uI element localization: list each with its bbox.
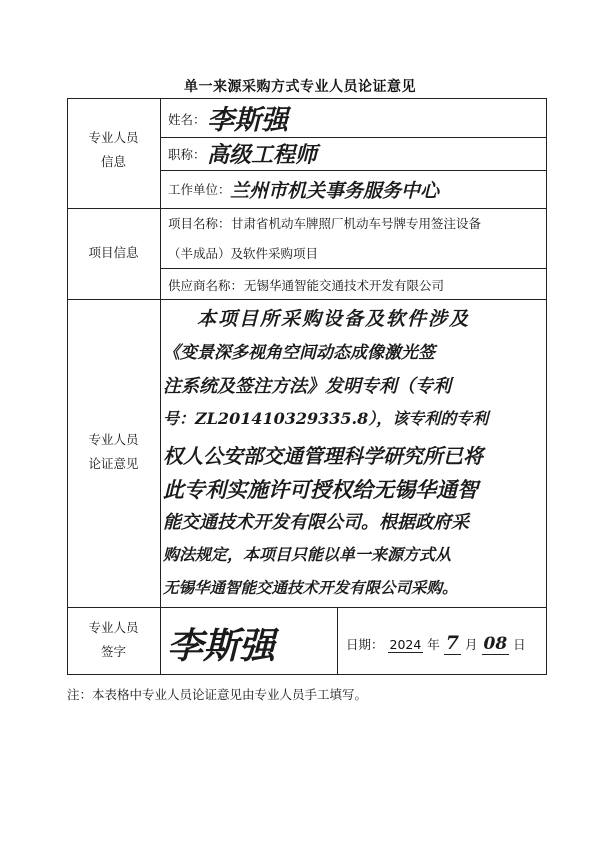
opinion-line-5: 权人公安部交通管理科学研究所已将 [163, 444, 483, 468]
form-title: 单一来源采购方式专业人员论证意见 [184, 79, 416, 95]
project-name-line2: （半成品）及软件采购项目 [168, 246, 319, 261]
date-year: 2024 [389, 637, 422, 652]
opinion-line-9: 无锡华通智能交通技术开发有限公司采购。 [163, 578, 458, 597]
date-day-unit: 日 [513, 637, 526, 652]
signature-label: 专业人员 签字 [88, 620, 139, 659]
project-info-label: 项目信息 [88, 245, 139, 260]
signature-handwritten: 李斯强 [167, 625, 276, 667]
supplier-label: 供应商名称： [168, 278, 244, 293]
date-month: 7 [445, 632, 460, 654]
footnote: 注：本表格中专业人员论证意见由专业人员手工填写。 [67, 687, 368, 702]
workplace-handwritten: 兰州市机关事务服务中心 [230, 180, 440, 202]
form-table [67, 98, 547, 674]
opinion-line-3: 注系统及签注方法》发明专利（专利 [163, 376, 451, 397]
opinion-line-8: 购法规定，本项目只能以单一来源方式从 [163, 545, 452, 564]
opinion-line-1: 本项目所采购设备及软件涉及 [197, 308, 471, 330]
supplier-name: 无锡华通智能交通技术开发有限公司 [244, 278, 445, 293]
position-handwritten: 高级工程师 [207, 142, 318, 168]
date-day: 08 [483, 634, 508, 654]
date-year-unit: 年 [427, 637, 440, 652]
name-handwritten: 李斯强 [207, 105, 288, 136]
date-label: 日期： [346, 637, 384, 652]
name-label: 姓名： [168, 112, 206, 127]
position-label: 职称： [168, 147, 206, 162]
opinion-line-4: 号：ZL201410329335.8），该专利的专利 [163, 409, 489, 428]
opinion-line-2: 《变景深多视角空间动态成像激光签 [163, 343, 435, 363]
opinion-line-7: 能交通技术开发有限公司。根据政府采 [163, 512, 469, 533]
project-name-label: 项目名称： [168, 216, 231, 231]
opinion-line-6: 此专利实施许可授权给无锡华通智 [163, 477, 478, 502]
workplace-label: 工作单位： [168, 182, 231, 197]
opinion-label: 专业人员 论证意见 [88, 432, 139, 471]
personnel-info-label: 专业人员 信息 [88, 130, 139, 169]
signature-date [346, 632, 526, 654]
project-name-line1: 甘肃省机动车牌照厂机动车号牌专用签注设备 [231, 216, 482, 231]
date-month-unit: 月 [465, 637, 478, 652]
